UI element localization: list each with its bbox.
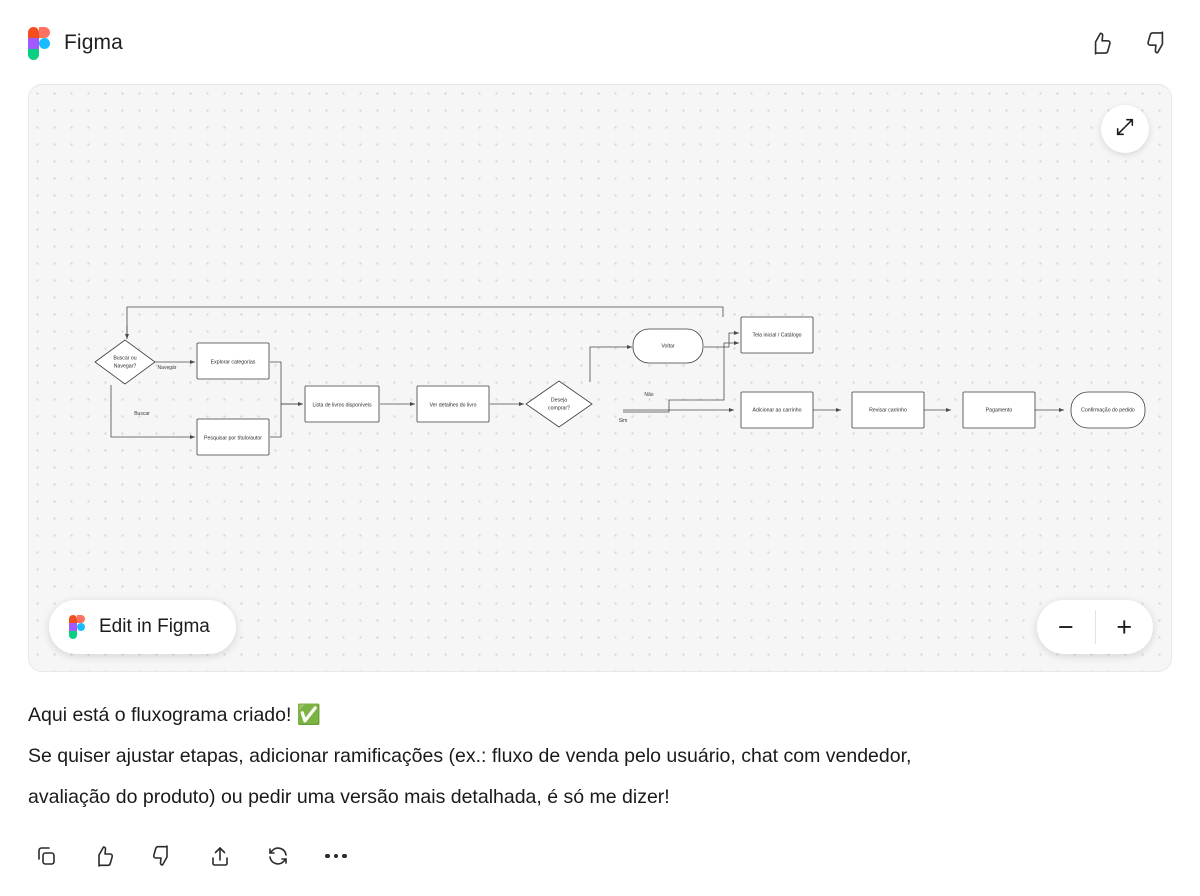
flow-node-ver-detalhes[interactable]: [417, 386, 489, 422]
message-line-2: Se quiser ajustar etapas, adicionar ramificações (ex.: fluxo de venda pelo usuário, chat com vendedor,: [28, 744, 912, 767]
page-title: Figma: [64, 31, 123, 54]
svg-text:Deseja: Deseja: [550, 397, 568, 404]
flow-node-lista-livros[interactable]: [305, 386, 379, 422]
svg-text:Ver detalhes do livro: Ver detalhes do livro: [429, 402, 477, 409]
svg-text:Tela inicial / Catálogo: Tela inicial / Catálogo: [752, 332, 802, 339]
figma-canvas[interactable]: [28, 84, 1172, 672]
flow-node-explorar-categorias[interactable]: [197, 343, 269, 379]
edit-in-figma-button[interactable]: [49, 600, 236, 654]
svg-text:comprar?: comprar?: [548, 405, 570, 412]
expand-button[interactable]: [1101, 105, 1149, 153]
flow-node-confirmacao[interactable]: [1071, 392, 1145, 428]
zoom-in-button[interactable]: +: [1116, 611, 1133, 642]
edit-in-figma-label: Edit in Figma: [99, 616, 210, 637]
flow-node-pagamento[interactable]: [963, 392, 1035, 428]
thumbs-up-icon[interactable]: [1086, 28, 1116, 58]
flow-node-voltar[interactable]: [633, 329, 703, 363]
svg-text:Pagamento: Pagamento: [985, 407, 1013, 414]
header-actions: [1086, 28, 1172, 58]
copy-icon[interactable]: [30, 840, 62, 872]
flowchart-diagram: [29, 85, 1172, 672]
svg-text:Pesquisar por título/autor: Pesquisar por título/autor: [204, 435, 262, 442]
svg-text:Adicionar ao carrinho: Adicionar ao carrinho: [752, 407, 802, 414]
expand-icon: [1114, 116, 1136, 143]
edge-label-navegar: Navegar: [157, 365, 177, 371]
edge-label-sim: Sim: [618, 418, 628, 424]
thumbs-down-icon[interactable]: [146, 840, 178, 872]
more-options-icon[interactable]: [320, 840, 352, 872]
artifact-header: [0, 0, 1200, 86]
retry-icon[interactable]: [262, 840, 294, 872]
svg-text:Lista de livros disponíveis: Lista de livros disponíveis: [312, 402, 372, 409]
assistant-message: [28, 700, 1148, 822]
svg-text:Revisar carrinho: Revisar carrinho: [869, 407, 907, 414]
edge-label-buscar: Buscar: [134, 411, 150, 417]
zoom-controls: [1037, 600, 1153, 654]
svg-text:Navegar?: Navegar?: [113, 363, 137, 370]
edge-label-nao: Não: [644, 392, 654, 398]
message-line-1: Aqui está o fluxograma criado! ✅: [28, 704, 322, 726]
figma-logo-icon: [69, 615, 85, 639]
thumbs-down-icon[interactable]: [1142, 28, 1172, 58]
figma-logo-icon: [28, 27, 50, 59]
flow-node-deseja-comprar[interactable]: [526, 381, 592, 427]
flow-node-adicionar-carrinho[interactable]: [741, 392, 813, 428]
thumbs-up-icon[interactable]: [88, 840, 120, 872]
flow-node-tela-inicial[interactable]: [741, 317, 813, 353]
svg-text:Explorar categorias: Explorar categorias: [210, 359, 256, 366]
header-left-group: [28, 27, 123, 59]
flow-node-pesquisar[interactable]: [197, 419, 269, 455]
svg-text:Buscar ou: Buscar ou: [113, 355, 137, 362]
message-action-bar: [30, 840, 352, 872]
svg-text:Confirmação do pedido: Confirmação do pedido: [1081, 407, 1135, 414]
message-line-3: avaliação do produto) ou pedir uma versão mais detalhada, é só me dizer!: [28, 785, 670, 808]
zoom-out-button[interactable]: −: [1057, 611, 1074, 642]
flow-node-buscar-navegar[interactable]: [95, 340, 155, 384]
flow-node-revisar-carrinho[interactable]: [852, 392, 924, 428]
svg-text:Voltar: Voltar: [661, 343, 675, 350]
share-icon[interactable]: [204, 840, 236, 872]
